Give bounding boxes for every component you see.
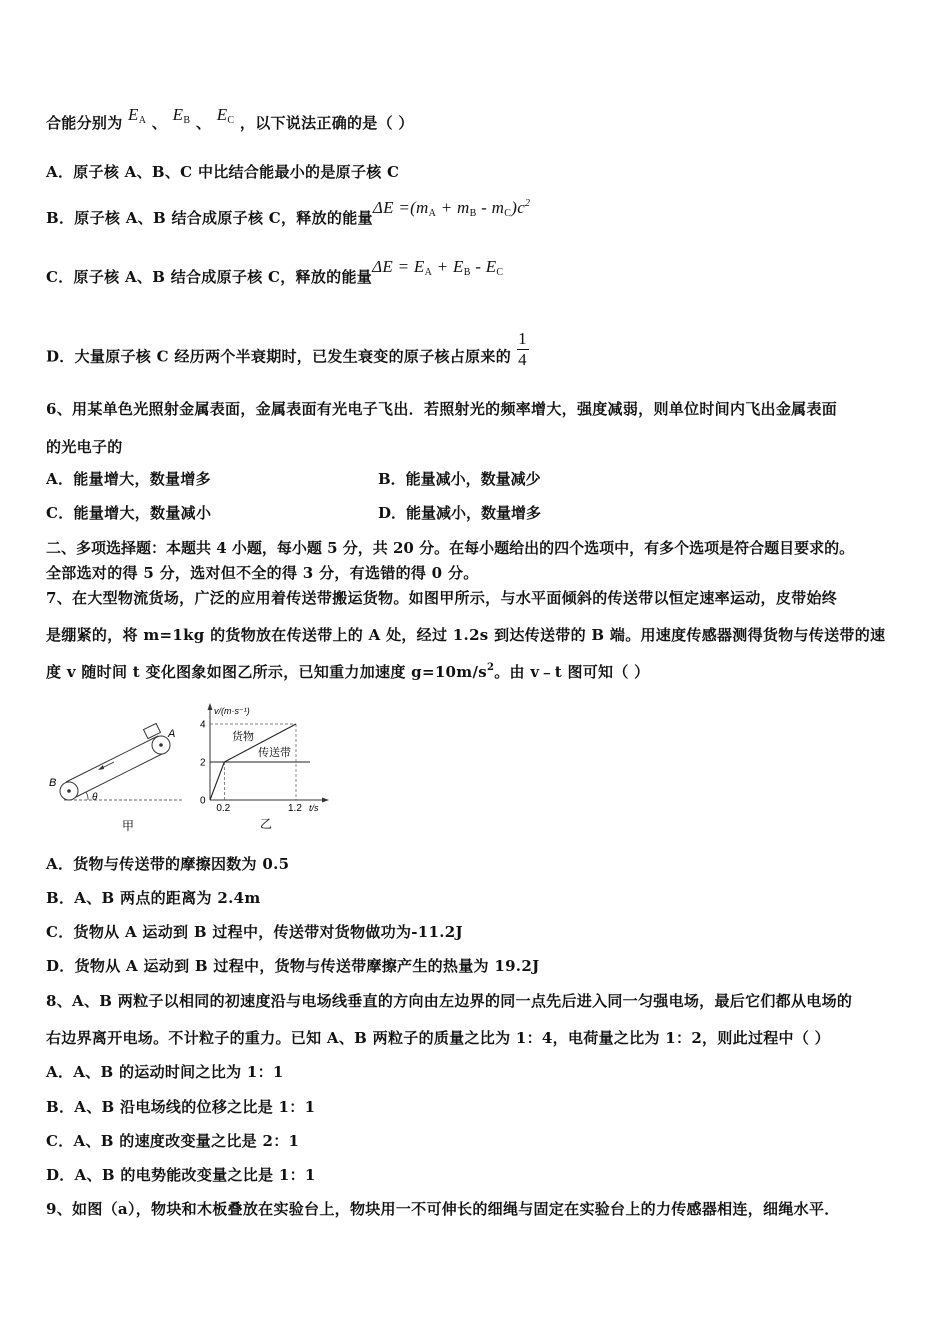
pulley-a-center xyxy=(159,743,163,747)
ec-symbol: E xyxy=(216,105,228,124)
section2-line1: 二、多项选择题：本题共 4 小题，每小题 5 分，共 20 分。在每小题给出的四个选项中，有多个选项是符合题目要求的。 xyxy=(46,539,855,557)
q6-option-b: B．能量减小，数量减少 xyxy=(378,470,541,488)
sep1: 、 xyxy=(151,114,168,132)
q7-option-b: B．A、B 两点的距离为 2.4m xyxy=(46,889,261,907)
b-f-b: B xyxy=(469,208,477,219)
q5-option-d xyxy=(46,329,529,377)
q6-line1: 6、用某单色光照射金属表面，金属表面有光电子飞出．若照射光的频率增大，强度减弱，则单位时间内飞出金属表面 xyxy=(46,400,838,418)
q5-option-d-text: D．大量原子核 C 经历两个半衰期时，已发生衰变的原子核占原来的 xyxy=(46,347,511,366)
q5-option-b-text: B．原子核 A、B 结合成原子核 C，释放的能量 xyxy=(46,209,373,227)
energy-ea xyxy=(128,105,146,124)
energy-ec xyxy=(217,105,235,124)
b-f-end: )c xyxy=(511,198,526,217)
q5-option-c-text: C．原子核 A、B 结合成原子核 C，释放的能量 xyxy=(46,268,373,286)
c-f-c: C xyxy=(496,267,504,278)
section2-line2: 全部选对的得 5 分，选对但不全的得 3 分，有选错的得 0 分。 xyxy=(46,564,479,582)
x-tick-label-1-2: 1.2 xyxy=(288,803,302,814)
q5-option-b xyxy=(46,198,531,229)
q8-option-a: A．A、B 的运动时间之比为 1：1 xyxy=(46,1063,284,1081)
belt-bottom xyxy=(74,752,166,798)
b-f-c: C xyxy=(504,208,512,219)
figure-yi-label: 乙 xyxy=(260,817,273,831)
point-a-label: A xyxy=(168,728,176,740)
q9-line1: 9、如图（a），物块和木板叠放在实验台上，物块用一不可伸长的细绳与固定在实验台上的力传感器相连，细绳水平． xyxy=(46,1200,840,1218)
figure-jia-conveyor xyxy=(44,720,194,835)
q8-option-c: C．A、B 的速度改变量之比是 2：1 xyxy=(46,1132,300,1150)
y-axis-arrow xyxy=(208,703,213,710)
fraction-numerator: 1 xyxy=(518,329,527,348)
c-f-b: B xyxy=(463,267,471,278)
q7-line3 xyxy=(46,661,649,682)
x-axis-arrow xyxy=(322,798,329,803)
belt-top xyxy=(66,736,158,782)
b-formula-start: ΔE =(m xyxy=(372,198,429,217)
q5-prefix: 合能分别为 xyxy=(46,114,123,132)
q5-option-a: A．原子核 A、B、C 中比结合能最小的是原子核 C xyxy=(46,163,400,181)
q7-line3-b: 。由 v﹣t 图可知（ ） xyxy=(494,663,650,681)
y-tick-label-0: 0 xyxy=(200,795,206,807)
q8-option-d: D．A、B 的电势能改变量之比是 1：1 xyxy=(46,1166,316,1184)
x-tick-label-0-2: 0.2 xyxy=(216,803,231,814)
angle-label: θ xyxy=(92,792,98,803)
eb-symbol: E xyxy=(172,105,184,124)
q7-line3-sup: 2 xyxy=(486,662,495,673)
c-f-plus: + E xyxy=(432,257,464,276)
b-f-minus: - m xyxy=(476,198,505,217)
ea-symbol: E xyxy=(128,105,139,124)
q5-option-c-formula xyxy=(372,257,503,276)
y-tick-label-2: 2 xyxy=(200,757,206,769)
b-f-a: A xyxy=(428,208,437,219)
c-formula-start: ΔE = E xyxy=(372,257,425,276)
angle-arc xyxy=(86,792,88,800)
q8-line1: 8、A、B 两粒子以相同的初速度沿与电场线垂直的方向由左边界的同一点先后进入同一匀强电场，最后它们都从电场的 xyxy=(46,992,853,1010)
q8-line2: 右边界离开电场。不计粒子的重力。已知 A、B 两粒子的质量之比为 1：4，电荷量之比为 1：2，则此过程中（ ） xyxy=(46,1029,830,1047)
q6-option-d: D．能量减小，数量增多 xyxy=(378,504,542,522)
eb-sub: B xyxy=(183,115,191,126)
q5-option-b-formula xyxy=(373,198,531,217)
x-axis-label: t/s xyxy=(309,803,319,813)
q7-line3-a: 度 v 随时间 t 变化图象如图乙所示，已知重力加速度 g=10m/s xyxy=(46,663,487,681)
series-cargo-label: 货物 xyxy=(232,731,254,743)
q6-option-a: A．能量增大，数量增多 xyxy=(46,470,211,488)
q8-option-b: B．A、B 沿电场线的位移之比是 1：1 xyxy=(46,1098,316,1116)
q7-line2: 是绷紧的，将 m=1kg 的货物放在传送带上的 A 处，经过 1.2s 到达传送带的 B 端。用速度传感器测得货物与传送带的速 xyxy=(46,626,886,644)
q6-option-c: C．能量增大，数量减小 xyxy=(46,504,212,522)
q6-line2: 的光电子的 xyxy=(46,438,123,456)
y-tick-label-4: 4 xyxy=(200,719,206,731)
q7-line1: 7、在大型物流货场，广泛的应用着传送带搬运货物。如图甲所示，与水平面倾斜的传送带以恒定速率运动，皮带始终 xyxy=(46,589,838,607)
c-f-a: A xyxy=(424,267,433,278)
ec-sub: C xyxy=(227,115,235,126)
fraction-denominator: 4 xyxy=(518,350,527,369)
q5-intro-line xyxy=(46,105,414,134)
energy-eb xyxy=(173,105,191,124)
point-b-label: B xyxy=(49,777,57,789)
fraction-one-quarter xyxy=(517,330,529,369)
c-f-minus: - E xyxy=(470,257,497,276)
figure-yi-vt-chart xyxy=(196,700,336,835)
figure-jia-label: 甲 xyxy=(122,819,135,833)
sep2: 、 xyxy=(195,114,212,132)
pulley-b-center xyxy=(67,789,71,793)
q5-option-c xyxy=(46,257,504,288)
q7-option-d: D．货物从 A 运动到 B 过程中，货物与传送带摩擦产生的热量为 19.2J xyxy=(46,957,540,975)
b-f-plus: + m xyxy=(436,198,470,217)
y-axis-label: v/(m·s⁻¹) xyxy=(214,706,250,716)
q7-option-c: C．货物从 A 运动到 B 过程中，传送带对货物做功为-11.2J xyxy=(46,923,463,941)
series-belt-label: 传送带 xyxy=(258,747,291,759)
q7-option-a: A．货物与传送带的摩擦因数为 0.5 xyxy=(46,855,290,873)
b-f-sq: 2 xyxy=(525,198,531,209)
q5-suffix: ，以下说法正确的是（ ） xyxy=(239,114,414,132)
ea-sub: A xyxy=(138,115,147,126)
